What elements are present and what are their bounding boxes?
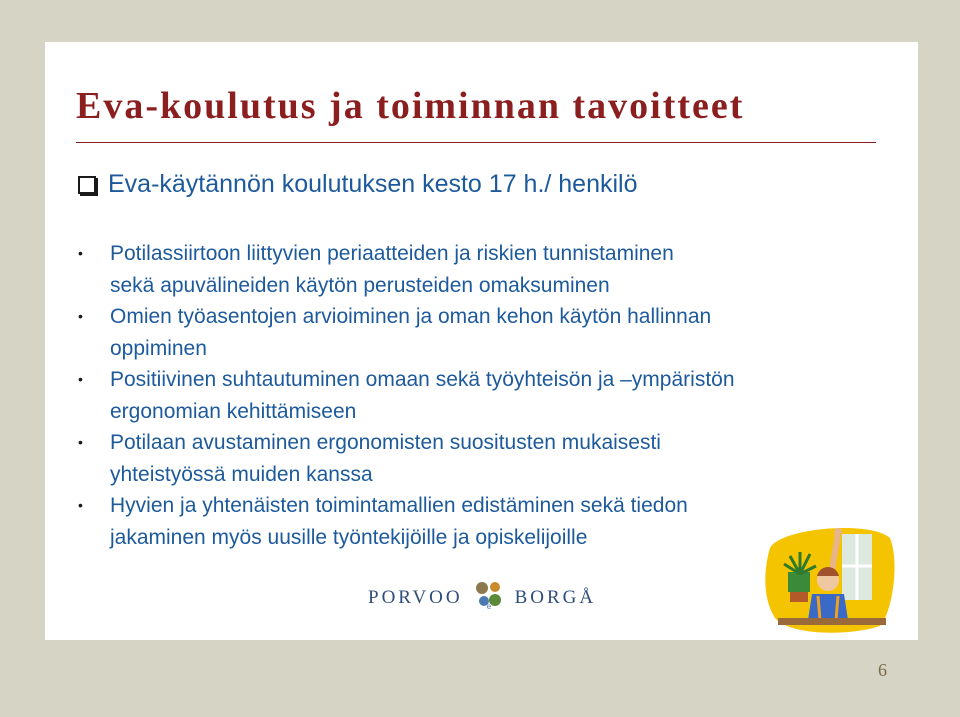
bullet-text bbox=[110, 364, 878, 427]
page-number: 6 bbox=[878, 660, 887, 680]
bullet-icon: • bbox=[78, 371, 83, 387]
checkbox-icon bbox=[78, 176, 96, 194]
bullet-item bbox=[78, 427, 878, 490]
bullet-list bbox=[78, 238, 878, 553]
bullet-icon: • bbox=[78, 434, 83, 450]
logo-word-borga: BORGÅ bbox=[514, 586, 597, 608]
slide-title: Eva-koulutus ja toiminnan tavoitteet bbox=[76, 85, 745, 127]
bullet-text bbox=[110, 238, 878, 301]
frame-top bbox=[0, 0, 960, 42]
bullet-text bbox=[110, 427, 878, 490]
bullet-line: oppiminen bbox=[110, 336, 207, 360]
bullet-line: ergonomian kehittämiseen bbox=[110, 399, 357, 423]
subheading-text: Eva-käytännön koulutuksen kesto 17 h./ henkilö bbox=[108, 170, 638, 198]
bullet-text bbox=[110, 301, 878, 364]
logo-word-porvoo: PORVOO bbox=[368, 586, 463, 608]
raised-hand-student-clipart bbox=[760, 518, 900, 643]
bullet-line: Hyvien ja yhtenäisten toimintamallien edistäminen sekä tiedon bbox=[110, 494, 688, 517]
subheading bbox=[78, 170, 638, 199]
porvoo-borga-logo bbox=[368, 580, 596, 615]
frame-left bbox=[0, 0, 45, 717]
bullet-line: yhteistyössä muiden kanssa bbox=[110, 462, 373, 486]
bullet-line: Potilaan avustaminen ergonomisten suositusten mukaisesti bbox=[110, 431, 661, 454]
frame-bottom bbox=[0, 640, 960, 717]
bullet-line: jakaminen myös uusille työntekijöille ja opiskelijoille bbox=[110, 525, 588, 549]
bullet-item bbox=[78, 238, 878, 301]
logo-mark-icon bbox=[473, 580, 505, 615]
svg-text:e: e bbox=[486, 602, 491, 610]
bullet-item bbox=[78, 364, 878, 427]
bullet-line: Positiivinen suhtautuminen omaan sekä työyhteisön ja –ympäristön bbox=[110, 368, 735, 391]
bullet-line: sekä apuvälineiden käytön perusteiden omaksuminen bbox=[110, 273, 610, 297]
bullet-line: Potilassiirtoon liittyvien periaatteiden ja riskien tunnistaminen bbox=[110, 242, 674, 265]
bullet-item bbox=[78, 490, 878, 553]
bullet-icon: • bbox=[78, 308, 83, 324]
bullet-item bbox=[78, 301, 878, 364]
bullet-icon: • bbox=[78, 497, 83, 513]
bullet-line: Omien työasentojen arvioiminen ja oman kehon käytön hallinnan bbox=[110, 305, 712, 328]
frame-right bbox=[918, 0, 960, 717]
title-underline bbox=[76, 142, 876, 143]
bullet-icon: • bbox=[78, 245, 83, 261]
